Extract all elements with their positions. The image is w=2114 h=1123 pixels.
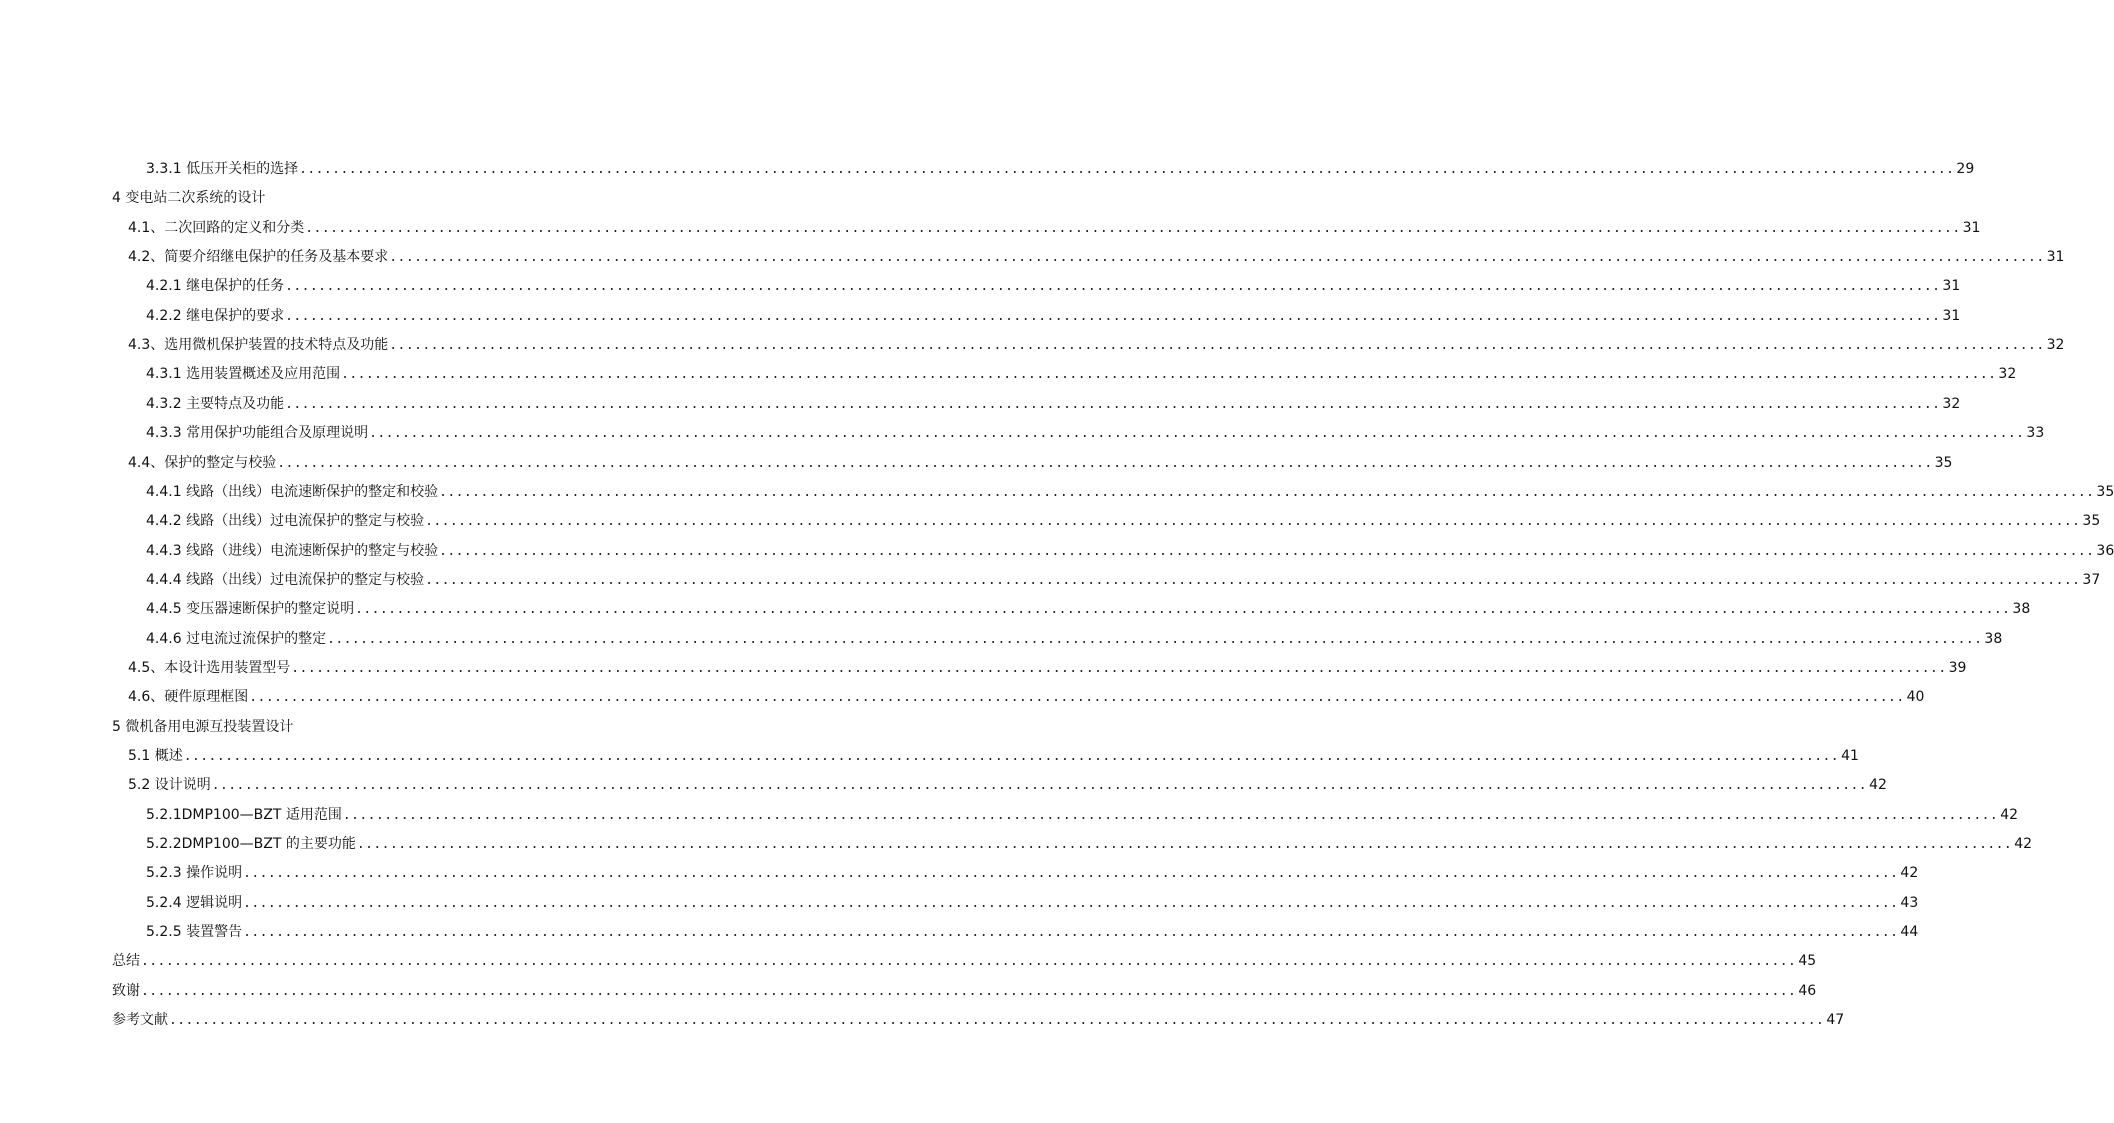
toc-entry[interactable] — [128, 246, 2065, 268]
toc-entry-title: 4.2.1 继电保护的任务 — [146, 278, 285, 295]
toc-entry[interactable] — [112, 187, 265, 209]
toc-entry-title: 4.4、保护的整定与校验 — [128, 454, 277, 471]
toc-entry-title: 4.2、简要介绍继电保护的任务及基本要求 — [128, 249, 389, 266]
toc-dot-leader: ........................................................................................................................................................................................................ — [369, 426, 2025, 442]
toc-entry[interactable] — [146, 569, 2101, 591]
toc-entry[interactable] — [146, 804, 2019, 826]
toc-page-number: 31 — [1942, 307, 1961, 324]
toc-dot-leader: ........................................................................................................................................................................................................ — [305, 220, 1961, 236]
toc-entry[interactable] — [146, 598, 2031, 620]
toc-page-number: 38 — [1984, 630, 2003, 647]
toc-entry[interactable] — [128, 452, 1953, 474]
toc-entry[interactable] — [146, 892, 1919, 914]
toc-dot-leader: ........................................................................................................................................................................................................ — [169, 1013, 1825, 1029]
toc-page-number: 37 — [2082, 571, 2101, 588]
toc-entry[interactable] — [146, 833, 2033, 855]
toc-page-number: 39 — [1948, 659, 1967, 676]
toc-dot-leader: ........................................................................................................................................................................................................ — [356, 837, 2013, 853]
toc-entry-title: 4.3.2 主要特点及功能 — [146, 395, 285, 412]
toc-entry[interactable] — [112, 980, 1817, 1002]
toc-dot-leader: ........................................................................................................................................................................................................ — [341, 367, 1997, 383]
toc-page-number: 45 — [1798, 953, 1817, 970]
toc-dot-leader: ........................................................................................................................................................................................................ — [439, 484, 2095, 500]
toc-page-number: 42 — [2014, 836, 2033, 853]
toc-entry-title: 总结 — [112, 953, 140, 970]
toc-dot-leader: ........................................................................................................................................................................................................ — [285, 279, 1941, 295]
toc-page-number: 41 — [1841, 748, 1859, 764]
toc-page-number: 35 — [2096, 483, 2114, 500]
toc-entry-title: 4.6、硬件原理框图 — [128, 689, 249, 706]
toc-page-number: 47 — [1826, 1012, 1845, 1029]
toc-page-number: 42 — [1869, 777, 1887, 794]
toc-entry[interactable] — [128, 334, 2065, 356]
toc-entry-title: 4.2.2 继电保护的要求 — [146, 307, 285, 324]
toc-entry[interactable] — [128, 774, 1887, 796]
toc-dot-leader: ........................................................................................................................................................................................................ — [141, 983, 1797, 999]
toc-entry[interactable] — [128, 745, 1859, 767]
toc-page-number: 32 — [1998, 366, 2017, 383]
toc-entry[interactable] — [112, 1009, 1845, 1031]
toc-page-number: 31 — [1962, 219, 1981, 236]
toc-page-number: 33 — [2026, 425, 2045, 442]
toc-page-number: 36 — [2096, 542, 2114, 559]
toc-entry-title: 参考文献 — [112, 1012, 168, 1029]
toc-entry-title: 4.3、选用微机保护装置的技术特点及功能 — [128, 337, 389, 354]
toc-entry[interactable] — [146, 540, 2114, 562]
toc-page-number: 43 — [1900, 894, 1919, 911]
toc-entry-title: 4.4.1 线路（出线）电流速断保护的整定和校验 — [146, 483, 439, 500]
toc-entry-title: 5.2.1DMP100—BZT 适用范围 — [146, 806, 342, 823]
toc-entry-title: 4 变电站二次系统的设计 — [112, 190, 266, 207]
toc-dot-leader: ........................................................................................................................................................................................................ — [425, 572, 2081, 588]
toc-dot-leader: ........................................................................................................................................................................................................ — [249, 690, 1905, 706]
toc-entry[interactable] — [146, 393, 1961, 415]
toc-entry-title: 5.2.5 装置警告 — [146, 924, 243, 941]
toc-entry-title: 4.4.2 线路（出线）过电流保护的整定与校验 — [146, 513, 425, 530]
toc-dot-leader: ........................................................................................................................................................................................................ — [211, 778, 1868, 794]
toc-page-number: 44 — [1900, 924, 1919, 941]
toc-dot-leader: ........................................................................................................................................................................................................ — [277, 455, 1933, 471]
toc-entry-title: 5 微机备用电源互投装置设计 — [112, 718, 294, 735]
toc-dot-leader: ........................................................................................................................................................................................................ — [389, 338, 2045, 354]
toc-dot-leader: ........................................................................................................................................................................................................ — [342, 807, 1999, 823]
toc-page-number: 35 — [2082, 513, 2101, 530]
toc-entry[interactable] — [112, 950, 1817, 972]
toc-entry-title: 4.4.6 过电流过流保护的整定 — [146, 630, 327, 647]
toc-entry[interactable] — [146, 862, 1919, 884]
toc-entry[interactable] — [146, 628, 2003, 650]
toc-entry-title: 5.2.3 操作说明 — [146, 865, 243, 882]
toc-entry[interactable] — [146, 422, 2045, 444]
toc-entry-title: 致谢 — [112, 982, 140, 999]
toc-page-number: 29 — [1956, 161, 1975, 177]
toc-entry[interactable] — [112, 716, 293, 738]
toc-entry[interactable] — [146, 510, 2101, 532]
toc-entry-title: 5.2.4 逻辑说明 — [146, 894, 243, 911]
toc-dot-leader: ........................................................................................................................................................................................................ — [291, 660, 1947, 676]
toc-page-number: 32 — [1942, 395, 1961, 412]
toc-entry[interactable] — [128, 686, 1925, 708]
toc-entry[interactable] — [128, 657, 1967, 679]
toc-page-number: 31 — [2046, 249, 2065, 266]
toc-dot-leader: ........................................................................................................................................................................................................ — [299, 162, 1955, 177]
toc-dot-leader: ........................................................................................................................................................................................................ — [439, 543, 2095, 559]
toc-entry-title: 4.3.1 选用装置概述及应用范围 — [146, 366, 341, 383]
toc-entry-title: 4.4.3 线路（进线）电流速断保护的整定与校验 — [146, 542, 439, 559]
toc-entry-title: 4.4.5 变压器速断保护的整定说明 — [146, 601, 355, 618]
toc-entry-title: 4.4.4 线路（出线）过电流保护的整定与校验 — [146, 571, 425, 588]
toc-dot-leader: ........................................................................................................................................................................................................ — [243, 895, 1899, 911]
toc-dot-leader: ........................................................................................................................................................................................................ — [389, 250, 2045, 266]
toc-page-number: 35 — [1934, 454, 1953, 471]
toc-page-number: 38 — [2012, 601, 2031, 618]
toc-dot-leader: ........................................................................................................................................................................................................ — [425, 514, 2081, 530]
toc-page-number: 42 — [2000, 806, 2019, 823]
toc-dot-leader: ........................................................................................................................................................................................................ — [285, 396, 1941, 412]
toc-entry[interactable] — [146, 481, 2114, 503]
toc-entry[interactable] — [146, 921, 1919, 943]
toc-dot-leader: ........................................................................................................................................................................................................ — [141, 954, 1797, 970]
toc-page-number: 40 — [1906, 689, 1925, 706]
toc-page-number: 46 — [1798, 982, 1817, 999]
toc-dot-leader: ........................................................................................................................................................................................................ — [183, 749, 1840, 764]
toc-entry-title: 5.2 设计说明 — [128, 777, 211, 794]
toc-entry[interactable] — [146, 363, 2017, 385]
toc-dot-leader: ........................................................................................................................................................................................................ — [243, 866, 1899, 882]
toc-entry[interactable] — [146, 275, 1961, 297]
toc-entry-title: 3.3.1 低压开关柜的选择 — [146, 161, 299, 177]
toc-entry-title: 4.3.3 常用保护功能组合及原理说明 — [146, 425, 369, 442]
toc-dot-leader: ........................................................................................................................................................................................................ — [355, 602, 2011, 618]
toc-entry-title: 5.1 概述 — [128, 748, 183, 764]
toc-entry-title: 4.1、二次回路的定义和分类 — [128, 219, 305, 236]
toc-entry[interactable] — [146, 305, 1961, 327]
toc-page-number: 32 — [2046, 337, 2065, 354]
toc-entry[interactable] — [128, 217, 1981, 239]
toc-entry-title: 4.5、本设计选用装置型号 — [128, 659, 291, 676]
toc-dot-leader: ........................................................................................................................................................................................................ — [327, 631, 1983, 647]
toc-dot-leader: ........................................................................................................................................................................................................ — [285, 308, 1941, 324]
toc-dot-leader: ........................................................................................................................................................................................................ — [243, 925, 1899, 941]
toc-page-number: 31 — [1942, 278, 1961, 295]
toc-entry[interactable] — [146, 158, 1975, 180]
toc-page-number: 42 — [1900, 865, 1919, 882]
toc-entry-title: 5.2.2DMP100—BZT 的主要功能 — [146, 836, 356, 853]
